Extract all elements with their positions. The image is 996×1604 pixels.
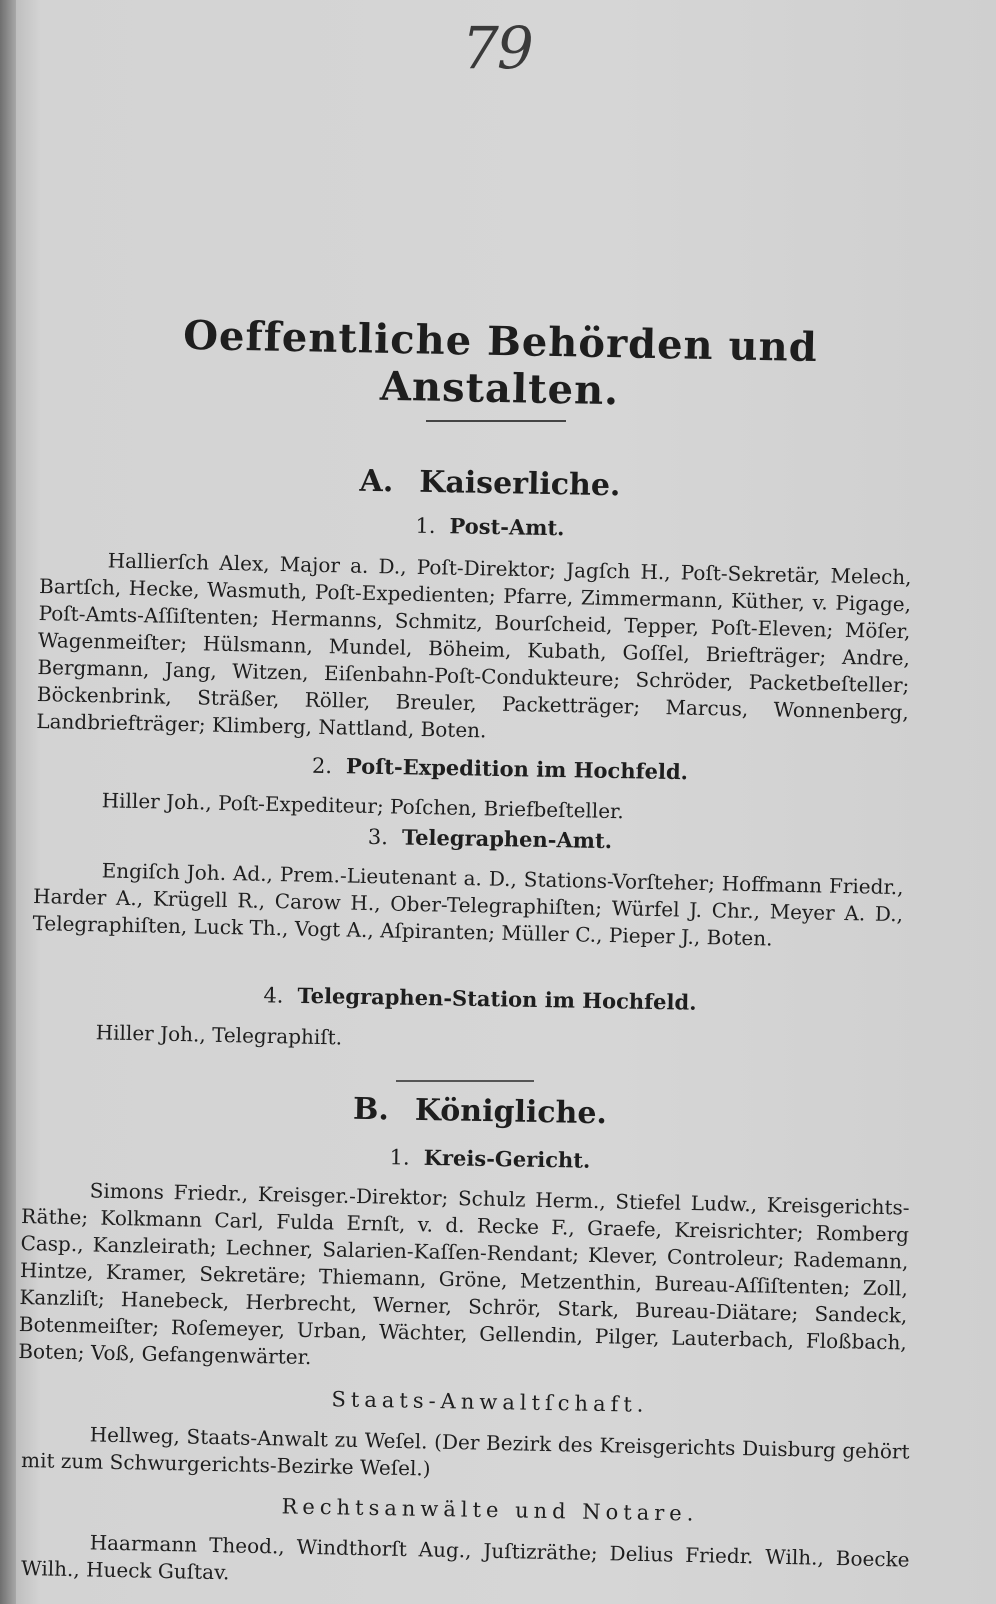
- subsection-number: 1.: [389, 1145, 410, 1170]
- rechtsanwaelte-heading: Rechtsanwälte und Notare.: [281, 1494, 699, 1526]
- subsection-heading-telegraphen-amt: [270, 822, 710, 855]
- title-divider: [426, 420, 566, 422]
- subsection-heading-post-expedition: [240, 751, 760, 785]
- subsection-text-kreis-gericht: Simons Friedr., Kreisger.-Direktor; Schulz Herm., Stiefel Ludw., Kreisgerichts-Räthe; Kolkmann Carl, Fulda Ernſt, v. d. Recke F., Graefe, Kreisrichter; Romberg Casp., Kanzleirath; Lechner, Salarien-Kaſſen-Rendant; Klever, Controleur; Rademann, Hintze, Kramer, Sekretäre; Thiemann, Gröne, Metzenthin, Bureau-Aſſiſtenten; Zoll, Kanzliſt; Hanebeck, Herbrecht, Werner, Schrör, Stark, Bureau-Diätare; Sandeck, Botenmeiſter; Roſemeyer, Urban, Wächter, Gellendin, Pilger, Lauterbach, Floßbach, Boten; Voß, Gefangenwärter.: [18, 1178, 910, 1370]
- subsection-number: 2.: [311, 753, 333, 779]
- book-gutter: [0, 0, 16, 1604]
- subsection-number: 1.: [415, 513, 436, 539]
- subsection-heading-telegraphen-station: [180, 981, 780, 1016]
- subsection-name: Telegraphen-Amt.: [401, 824, 613, 854]
- subsection-name: Telegraphen-Station im Hochfeld.: [297, 982, 697, 1015]
- page-title: Oeffentliche Behörden und Anstalten.: [182, 311, 819, 415]
- section-letter: B.: [352, 1091, 390, 1128]
- section-heading-a: [190, 461, 791, 506]
- subsection-text-telegraphen-station: Hiller Joh., Telegraphiſt.: [95, 1020, 343, 1050]
- subsection-heading-post-amt: [300, 511, 680, 543]
- staatsanwaltschaft-heading: Staats-Anwaltſchaft.: [331, 1387, 649, 1417]
- rechtsanwaelte-text: Haarmann Theod., Windthorſt Aug., Juſtizräthe; Delius Friedr. Wilh., Boecke Wilh., Hueck Guſtav.: [20, 1530, 910, 1585]
- section-heading-b: [180, 1089, 781, 1134]
- subsection-number: 3.: [367, 824, 389, 850]
- subsection-name: Post-Amt.: [449, 513, 565, 541]
- subsection-name: Poſt-Expedition im Hochfeld.: [345, 753, 689, 785]
- subsection-text-post-expedition: Hiller Joh., Poſt-Expediteur; Poſchen, Briefbeſteller.: [101, 788, 625, 824]
- section-name: Kaiserliche.: [419, 464, 621, 504]
- page-number: 79: [462, 14, 532, 82]
- subsection-number: 4.: [263, 983, 284, 1008]
- subsection-name: Kreis-Gericht.: [423, 1144, 591, 1173]
- section-divider: [396, 1080, 534, 1082]
- staatsanwaltschaft-text: Hellweg, Staats-Anwalt zu Weſel. (Der Bezirk des Kreisgerichts Duisburg gehört mit zum Schwurgerichts-Bezirke Weſel.): [20, 1422, 910, 1481]
- subsection-text-post-amt: Hallierſch Alex, Major a. D., Poſt-Direktor; Jagſch H., Poſt-Sekretär, Melech, Bartſch, Hecke, Wasmuth, Poſt-Expedienten; Pfarre, Zimmermann, Küther, v. Pigage, Poſt-Amts-Aſſiſtenten; Hermanns, Schmitz, Bourſcheid, Tepper, Poſt-Eleven; Möſer, Wagenmeiſter; Hülsmann, Mundel, Böheim, Kubath, Goſſel, Briefträger; Andre, Bergmann, Jang, Witzen, Eiſenbahn-Poſt-Condukteure; Schröder, Packetbeſteller; Böckenbrink, Sträßer, Röller, Breuler, Packetträger; Marcus, Wonnenberg, Landbriefträger; Klimberg, Nattland, Boten.: [36, 548, 912, 743]
- section-name: Königliche.: [414, 1092, 608, 1132]
- subsection-text-telegraphen-amt: Engiſch Joh. Ad., Prem.-Lieutenant a. D., Stations-Vorſteher; Hoffmann Friedr., Harder A., Krügell R., Carow H., Ober-Telegraphiſten; Würfel J. Chr., Meyer A. D., Telegraphiſten, Luck Th., Vogt A., Aſpiranten; Müller C., Pieper J., Boten.: [32, 858, 904, 951]
- section-letter: A.: [359, 463, 394, 500]
- subsection-heading-kreis-gericht: [270, 1142, 710, 1175]
